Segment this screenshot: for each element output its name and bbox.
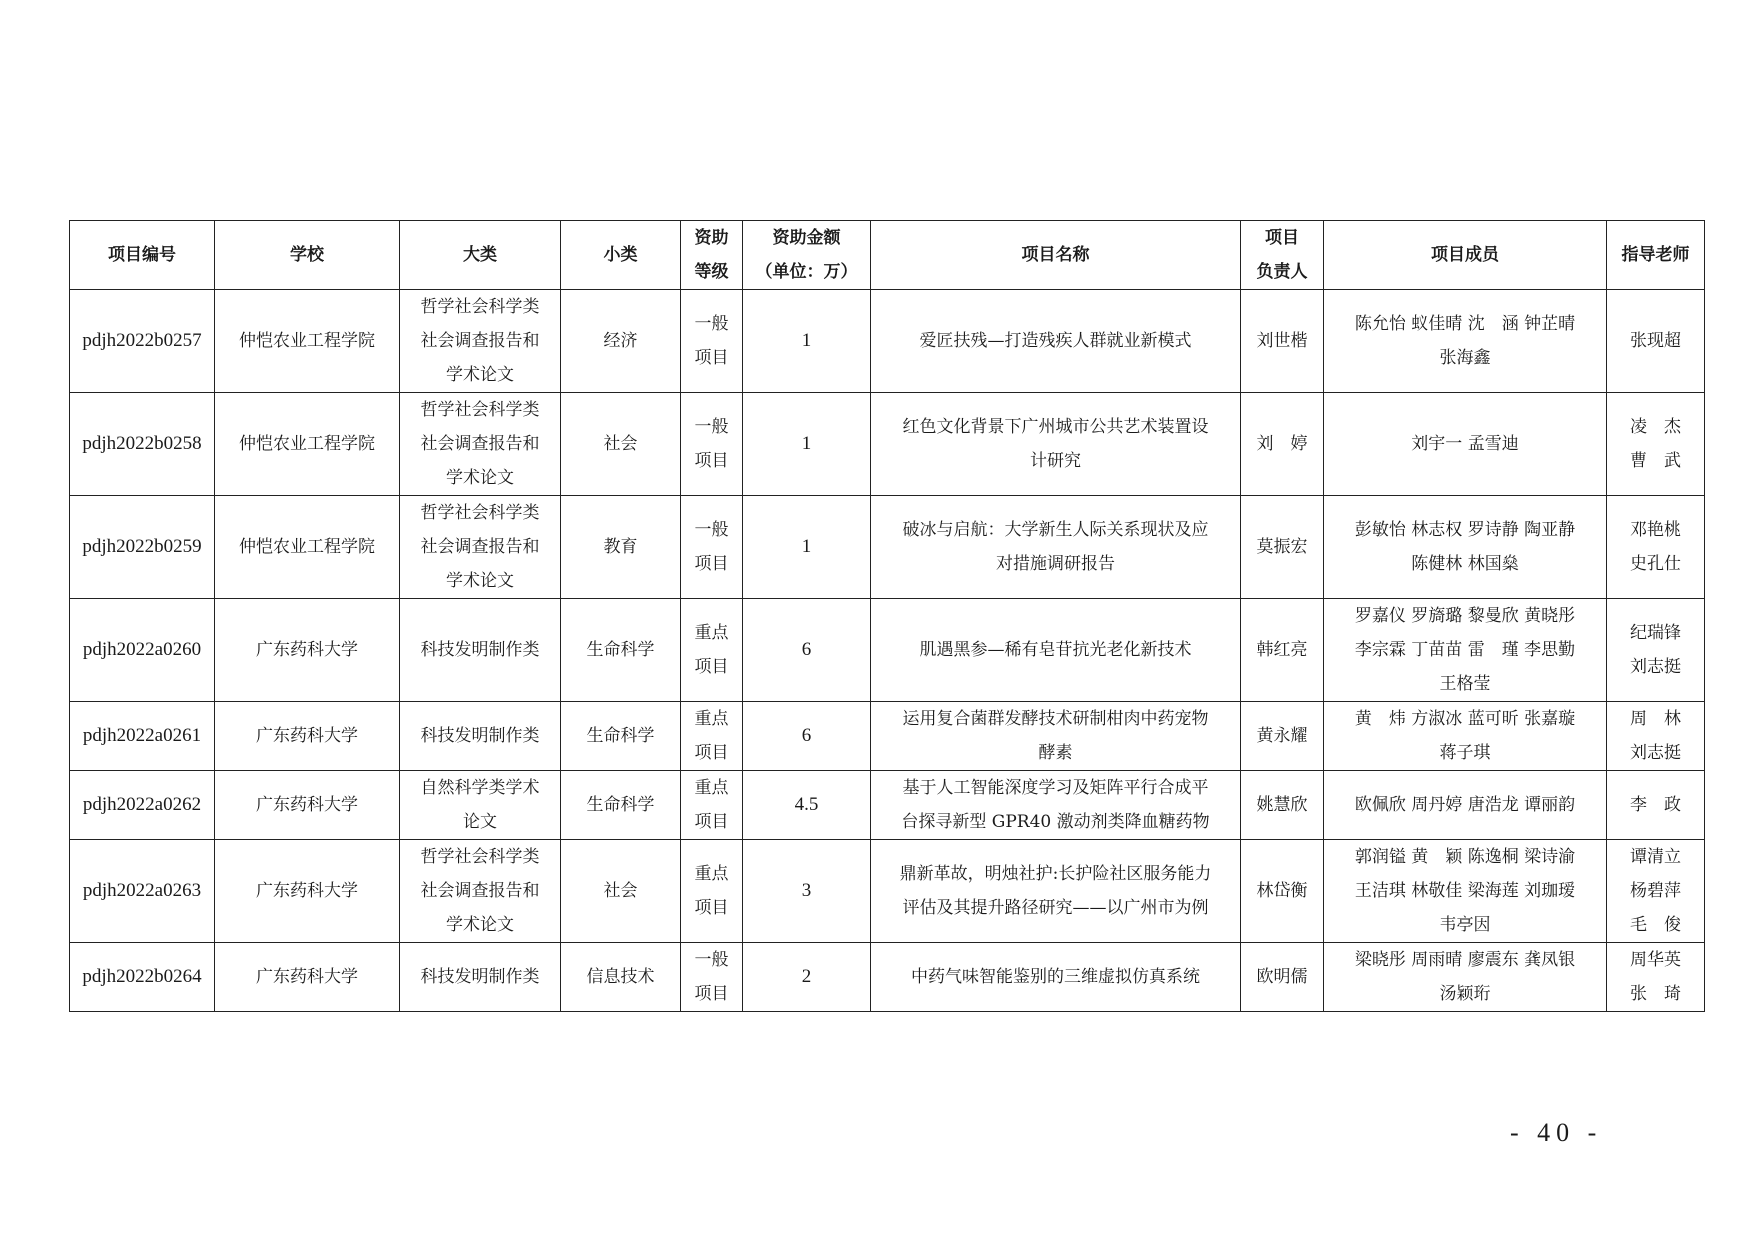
cell-title <box>871 771 1241 840</box>
table-row <box>70 771 1705 840</box>
cell-code: pdjh2022a0262 <box>70 771 215 840</box>
members-line: 王洁琪 林敬佳 梁海莲 刘珈瑷 <box>1354 881 1576 901</box>
header-subcategory: 小类 <box>561 221 681 290</box>
cell-members <box>1324 496 1607 599</box>
category-line: 哲学社会科学类 <box>420 503 540 523</box>
cell-code: pdjh2022a0261 <box>70 702 215 771</box>
cell-title <box>871 496 1241 599</box>
level-line: 项目 <box>694 812 729 832</box>
advisor-line: 史孔仕 <box>1630 554 1681 574</box>
cell-advisor <box>1607 840 1705 943</box>
cell-leader: 欧明儒 <box>1241 943 1324 1012</box>
cell-school: 广东药科大学 <box>215 599 400 702</box>
cell-leader: 刘 婷 <box>1241 393 1324 496</box>
title-line: 破冰与启航：大学新生人际关系现状及应 <box>902 520 1209 540</box>
title-line: 爱匠扶残—打造残疾人群就业新模式 <box>919 331 1192 351</box>
header-level <box>681 221 743 290</box>
cell-amount: 1 <box>743 290 871 393</box>
cell-advisor <box>1607 290 1705 393</box>
category-line: 科技发明制作类 <box>420 726 540 746</box>
members-line: 黄 炜 方淑冰 蓝可昕 张嘉璇 <box>1354 709 1576 729</box>
title-line: 计研究 <box>1030 451 1081 471</box>
level-line: 重点 <box>694 623 729 643</box>
cell-level <box>681 771 743 840</box>
table-row <box>70 599 1705 702</box>
header-code: 项目编号 <box>70 221 215 290</box>
cell-school: 仲恺农业工程学院 <box>215 393 400 496</box>
cell-level <box>681 393 743 496</box>
level-line: 重点 <box>694 778 729 798</box>
category-line: 社会调查报告和 <box>420 881 540 901</box>
cell-level <box>681 599 743 702</box>
cell-amount: 4.5 <box>743 771 871 840</box>
cell-advisor <box>1607 496 1705 599</box>
cell-title <box>871 290 1241 393</box>
advisor-line: 刘志挺 <box>1630 657 1681 677</box>
category-line: 学术论文 <box>446 365 514 385</box>
title-line: 评估及其提升路径研究——以广州市为例 <box>902 898 1209 918</box>
members-line: 李宗霖 丁苗苗 雷 瑾 李思勤 <box>1354 640 1576 660</box>
level-line: 项目 <box>694 554 729 574</box>
cell-category <box>400 290 561 393</box>
cell-code: pdjh2022b0259 <box>70 496 215 599</box>
cell-title <box>871 840 1241 943</box>
table-row <box>70 943 1705 1012</box>
members-line: 王格莹 <box>1439 674 1491 694</box>
advisor-line: 毛 俊 <box>1630 915 1681 935</box>
cell-school: 仲恺农业工程学院 <box>215 290 400 393</box>
cell-members <box>1324 943 1607 1012</box>
project-table <box>69 220 1705 1012</box>
header-amount <box>743 221 871 290</box>
title-line: 运用复合菌群发酵技术研制柑肉中药宠物 <box>902 709 1209 729</box>
members-line: 陈健林 林国燊 <box>1411 554 1519 574</box>
cell-leader: 莫振宏 <box>1241 496 1324 599</box>
cell-category <box>400 599 561 702</box>
members-line: 罗嘉仪 罗旖璐 黎曼欣 黄晓彤 <box>1354 606 1576 626</box>
cell-subcategory: 生命科学 <box>561 599 681 702</box>
cell-category <box>400 393 561 496</box>
cell-school: 广东药科大学 <box>215 702 400 771</box>
cell-title <box>871 393 1241 496</box>
cell-subcategory: 信息技术 <box>561 943 681 1012</box>
table-row <box>70 702 1705 771</box>
header-category: 大类 <box>400 221 561 290</box>
category-line: 科技发明制作类 <box>420 640 540 660</box>
cell-amount: 6 <box>743 599 871 702</box>
title-line: 对措施调研报告 <box>996 554 1115 574</box>
cell-category <box>400 702 561 771</box>
title-line: 台探寻新型 GPR40 激动剂类降血糖药物 <box>901 812 1210 832</box>
cell-advisor <box>1607 393 1705 496</box>
level-line: 项目 <box>694 657 729 677</box>
category-line: 哲学社会科学类 <box>420 297 540 317</box>
level-line: 一般 <box>694 520 729 540</box>
category-line: 哲学社会科学类 <box>420 847 540 867</box>
table-row <box>70 496 1705 599</box>
level-line: 一般 <box>694 417 729 437</box>
cell-level <box>681 496 743 599</box>
cell-members <box>1324 840 1607 943</box>
advisor-line: 邓艳桃 <box>1630 520 1681 540</box>
members-line: 汤颖珩 <box>1439 984 1491 1004</box>
level-line: 项目 <box>694 984 729 1004</box>
cell-level <box>681 702 743 771</box>
advisor-line: 纪瑞锋 <box>1630 623 1681 643</box>
cell-advisor <box>1607 702 1705 771</box>
cell-category <box>400 771 561 840</box>
cell-school: 广东药科大学 <box>215 943 400 1012</box>
cell-level <box>681 840 743 943</box>
level-line: 重点 <box>694 709 729 729</box>
cell-members <box>1324 599 1607 702</box>
category-line: 学术论文 <box>446 468 514 488</box>
members-line: 刘宇一 孟雪迪 <box>1411 434 1519 454</box>
table-row <box>70 393 1705 496</box>
cell-amount: 2 <box>743 943 871 1012</box>
category-line: 社会调查报告和 <box>420 537 540 557</box>
cell-advisor <box>1607 943 1705 1012</box>
header-amount-line: （单位：万） <box>755 262 858 282</box>
cell-code: pdjh2022a0263 <box>70 840 215 943</box>
header-members: 项目成员 <box>1324 221 1607 290</box>
cell-subcategory: 社会 <box>561 840 681 943</box>
advisor-line: 杨碧萍 <box>1630 881 1681 901</box>
title-line: 中药气味智能鉴别的三维虚拟仿真系统 <box>911 967 1200 987</box>
cell-category <box>400 943 561 1012</box>
cell-subcategory: 生命科学 <box>561 771 681 840</box>
header-level-line: 资助 <box>694 228 729 248</box>
header-leader-line: 项目 <box>1265 228 1299 248</box>
title-line: 酵素 <box>1038 743 1073 763</box>
cell-subcategory: 经济 <box>561 290 681 393</box>
advisor-line: 刘志挺 <box>1630 743 1681 763</box>
title-line: 鼎新革故，明烛社护:长护险社区服务能力 <box>899 864 1212 884</box>
table-body <box>70 290 1705 1012</box>
cell-code: pdjh2022b0264 <box>70 943 215 1012</box>
table-header-row <box>70 221 1705 290</box>
members-line: 韦亭因 <box>1439 915 1491 935</box>
cell-members <box>1324 393 1607 496</box>
page-number: - 40 - <box>1510 1118 1603 1147</box>
cell-members <box>1324 290 1607 393</box>
cell-members <box>1324 771 1607 840</box>
level-line: 项目 <box>694 898 729 918</box>
cell-subcategory: 教育 <box>561 496 681 599</box>
cell-level <box>681 943 743 1012</box>
cell-school: 仲恺农业工程学院 <box>215 496 400 599</box>
level-line: 项目 <box>694 743 729 763</box>
advisor-line: 张现超 <box>1630 331 1681 351</box>
advisor-line: 李 政 <box>1630 795 1681 815</box>
members-line: 张海鑫 <box>1439 348 1491 368</box>
members-line: 陈允怡 蚁佳晴 沈 涵 钟芷晴 <box>1354 314 1576 334</box>
category-line: 学术论文 <box>446 571 514 591</box>
advisor-line: 曹 武 <box>1630 451 1681 471</box>
header-leader <box>1241 221 1324 290</box>
cell-amount: 6 <box>743 702 871 771</box>
header-advisor: 指导老师 <box>1607 221 1705 290</box>
category-line: 社会调查报告和 <box>420 434 540 454</box>
members-line: 彭敏怡 林志权 罗诗静 陶亚静 <box>1354 520 1576 540</box>
cell-category <box>400 496 561 599</box>
members-line: 蒋子琪 <box>1439 743 1491 763</box>
cell-leader: 刘世楷 <box>1241 290 1324 393</box>
members-line: 欧佩欣 周丹婷 唐浩龙 谭丽韵 <box>1354 795 1576 815</box>
level-line: 项目 <box>694 451 729 471</box>
cell-level <box>681 290 743 393</box>
header-title: 项目名称 <box>871 221 1241 290</box>
advisor-line: 周华英 <box>1630 950 1681 970</box>
cell-amount: 1 <box>743 496 871 599</box>
cell-subcategory: 生命科学 <box>561 702 681 771</box>
cell-advisor <box>1607 599 1705 702</box>
cell-title <box>871 599 1241 702</box>
category-line: 论文 <box>463 812 497 832</box>
cell-amount: 1 <box>743 393 871 496</box>
header-level-line: 等级 <box>694 262 729 282</box>
cell-leader: 林岱衡 <box>1241 840 1324 943</box>
category-line: 学术论文 <box>446 915 514 935</box>
cell-leader: 黄永耀 <box>1241 702 1324 771</box>
cell-category <box>400 840 561 943</box>
cell-school: 广东药科大学 <box>215 840 400 943</box>
cell-subcategory: 社会 <box>561 393 681 496</box>
header-leader-line: 负责人 <box>1256 262 1308 282</box>
category-line: 哲学社会科学类 <box>420 400 540 420</box>
title-line: 基于人工智能深度学习及矩阵平行合成平 <box>902 778 1209 798</box>
advisor-line: 凌 杰 <box>1630 417 1681 437</box>
cell-amount: 3 <box>743 840 871 943</box>
category-line: 自然科学类学术 <box>420 778 540 798</box>
cell-members <box>1324 702 1607 771</box>
table-row <box>70 840 1705 943</box>
cell-advisor <box>1607 771 1705 840</box>
cell-title <box>871 943 1241 1012</box>
cell-school: 广东药科大学 <box>215 771 400 840</box>
title-line: 红色文化背景下广州城市公共艺术装置设 <box>902 417 1209 437</box>
level-line: 重点 <box>694 864 729 884</box>
cell-title <box>871 702 1241 771</box>
title-line: 肌遇黑参—稀有皂苷抗光老化新技术 <box>919 640 1192 660</box>
advisor-line: 周 林 <box>1630 709 1681 729</box>
cell-leader: 韩红亮 <box>1241 599 1324 702</box>
cell-code: pdjh2022a0260 <box>70 599 215 702</box>
category-line: 社会调查报告和 <box>420 331 540 351</box>
cell-code: pdjh2022b0258 <box>70 393 215 496</box>
members-line: 梁晓彤 周雨晴 廖震东 龚凤银 <box>1354 950 1576 970</box>
members-line: 郭润镒 黄 颖 陈逸桐 梁诗渝 <box>1354 847 1576 867</box>
cell-code: pdjh2022b0257 <box>70 290 215 393</box>
cell-leader: 姚慧欣 <box>1241 771 1324 840</box>
table-row <box>70 290 1705 393</box>
advisor-line: 谭清立 <box>1630 847 1681 867</box>
level-line: 一般 <box>694 950 729 970</box>
header-amount-line: 资助金额 <box>772 228 841 248</box>
category-line: 科技发明制作类 <box>420 967 540 987</box>
level-line: 项目 <box>694 348 729 368</box>
level-line: 一般 <box>694 314 729 334</box>
header-school: 学校 <box>215 221 400 290</box>
advisor-line: 张 琦 <box>1630 984 1681 1004</box>
